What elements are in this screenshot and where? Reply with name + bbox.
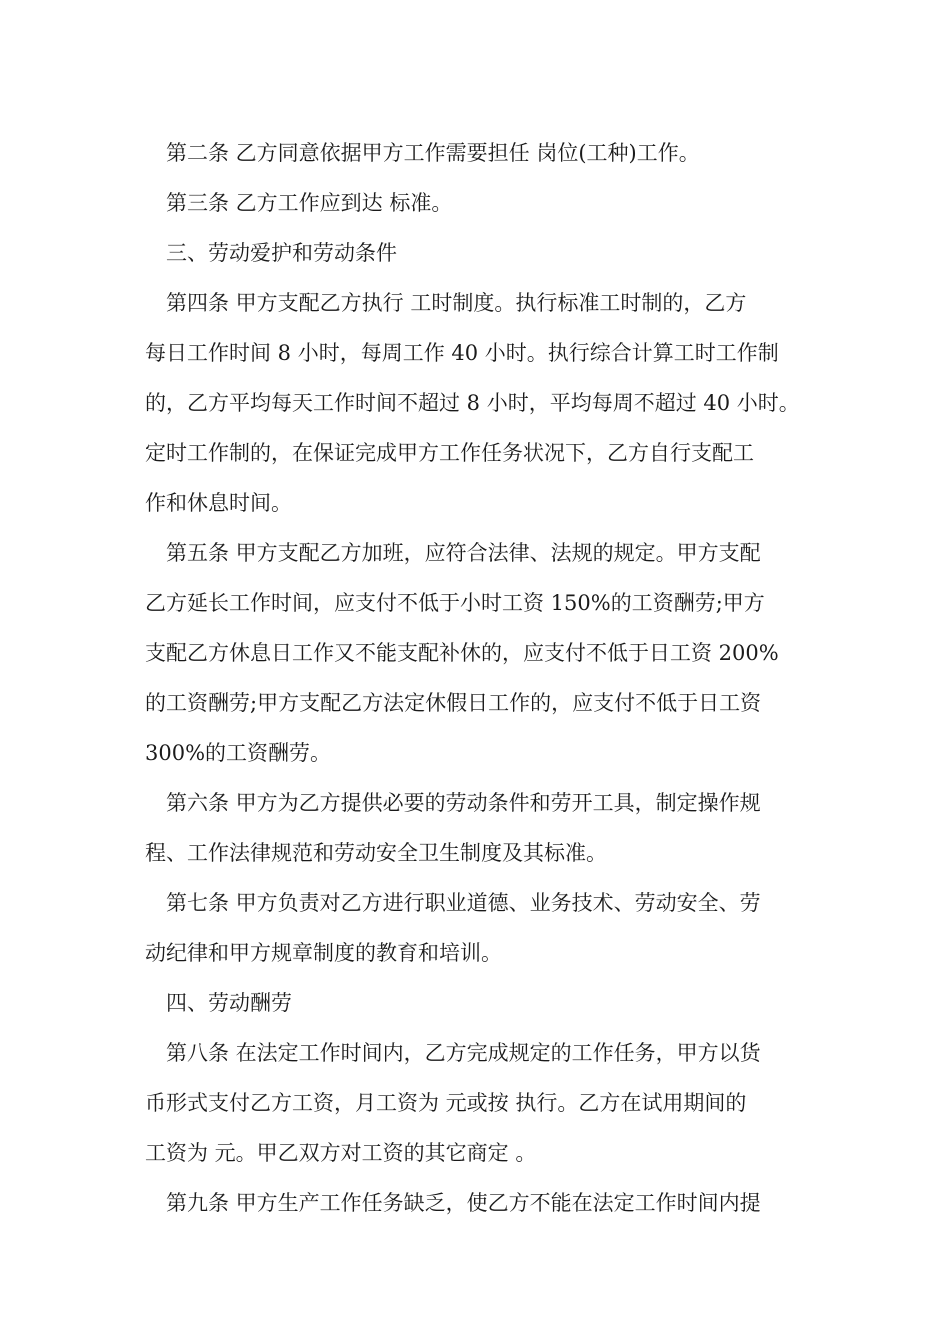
text-line: 工资为 元。甲乙双方对工资的其它商定 。 [145, 1141, 537, 1165]
text-line: 程、工作法律规范和劳动安全卫生制度及其标准。 [145, 841, 607, 865]
text-line: 第九条 甲方生产工作任务缺乏，使乙方不能在法定工作时间内提 [166, 1191, 761, 1215]
article-2 [145, 128, 825, 178]
article-4 [145, 278, 825, 528]
text-line: 乙方延长工作时间，应支付不低于小时工资 150%的工资酬劳;甲方 [145, 591, 765, 615]
text-line: 动纪律和甲方规章制度的教育和培训。 [145, 941, 502, 965]
article-8 [145, 1028, 825, 1178]
section-heading: 三、劳动爱护和劳动条件 [166, 241, 397, 265]
text-line: 第六条 甲方为乙方提供必要的劳动条件和劳开工具，制定操作规 [166, 791, 761, 815]
text-line: 每日工作时间 8 小时，每周工作 40 小时。执行综合计算工时工作制 [145, 341, 779, 365]
section-heading-3 [145, 228, 825, 278]
section-heading-4 [145, 978, 825, 1028]
text-line: 币形式支付乙方工资，月工资为 元或按 执行。乙方在试用期间的 [145, 1091, 747, 1115]
text-line: 的，乙方平均每天工作时间不超过 8 小时，平均每周不超过 40 小时。 [145, 391, 800, 415]
text-line: 的工资酬劳;甲方支配乙方法定休假日工作的，应支付不低于日工资 [145, 691, 762, 715]
text-line: 第三条 乙方工作应到达 标准。 [166, 191, 453, 215]
document-body [145, 128, 825, 1228]
text-line: 第二条 乙方同意依据甲方工作需要担任 岗位(工种)工作。 [166, 141, 700, 165]
text-line: 第七条 甲方负责对乙方进行职业道德、业务技术、劳动安全、劳 [166, 891, 761, 915]
text-line: 作和休息时间。 [145, 491, 292, 515]
article-3 [145, 178, 825, 228]
text-line: 支配乙方休息日工作又不能支配补休的，应支付不低于日工资 200% [145, 641, 779, 665]
section-heading: 四、劳动酬劳 [166, 991, 292, 1015]
article-7 [145, 878, 825, 978]
article-5 [145, 528, 825, 778]
text-line: 第五条 甲方支配乙方加班，应符合法律、法规的规定。甲方支配 [166, 541, 761, 565]
article-9 [145, 1178, 825, 1228]
article-6 [145, 778, 825, 878]
text-line: 定时工作制的，在保证完成甲方工作任务状况下，乙方自行支配工 [145, 441, 754, 465]
text-line: 300%的工资酬劳。 [145, 741, 332, 765]
text-line: 第四条 甲方支配乙方执行 工时制度。执行标准工时制的，乙方 [166, 291, 747, 315]
text-line: 第八条 在法定工作时间内，乙方完成规定的工作任务，甲方以货 [166, 1041, 761, 1065]
